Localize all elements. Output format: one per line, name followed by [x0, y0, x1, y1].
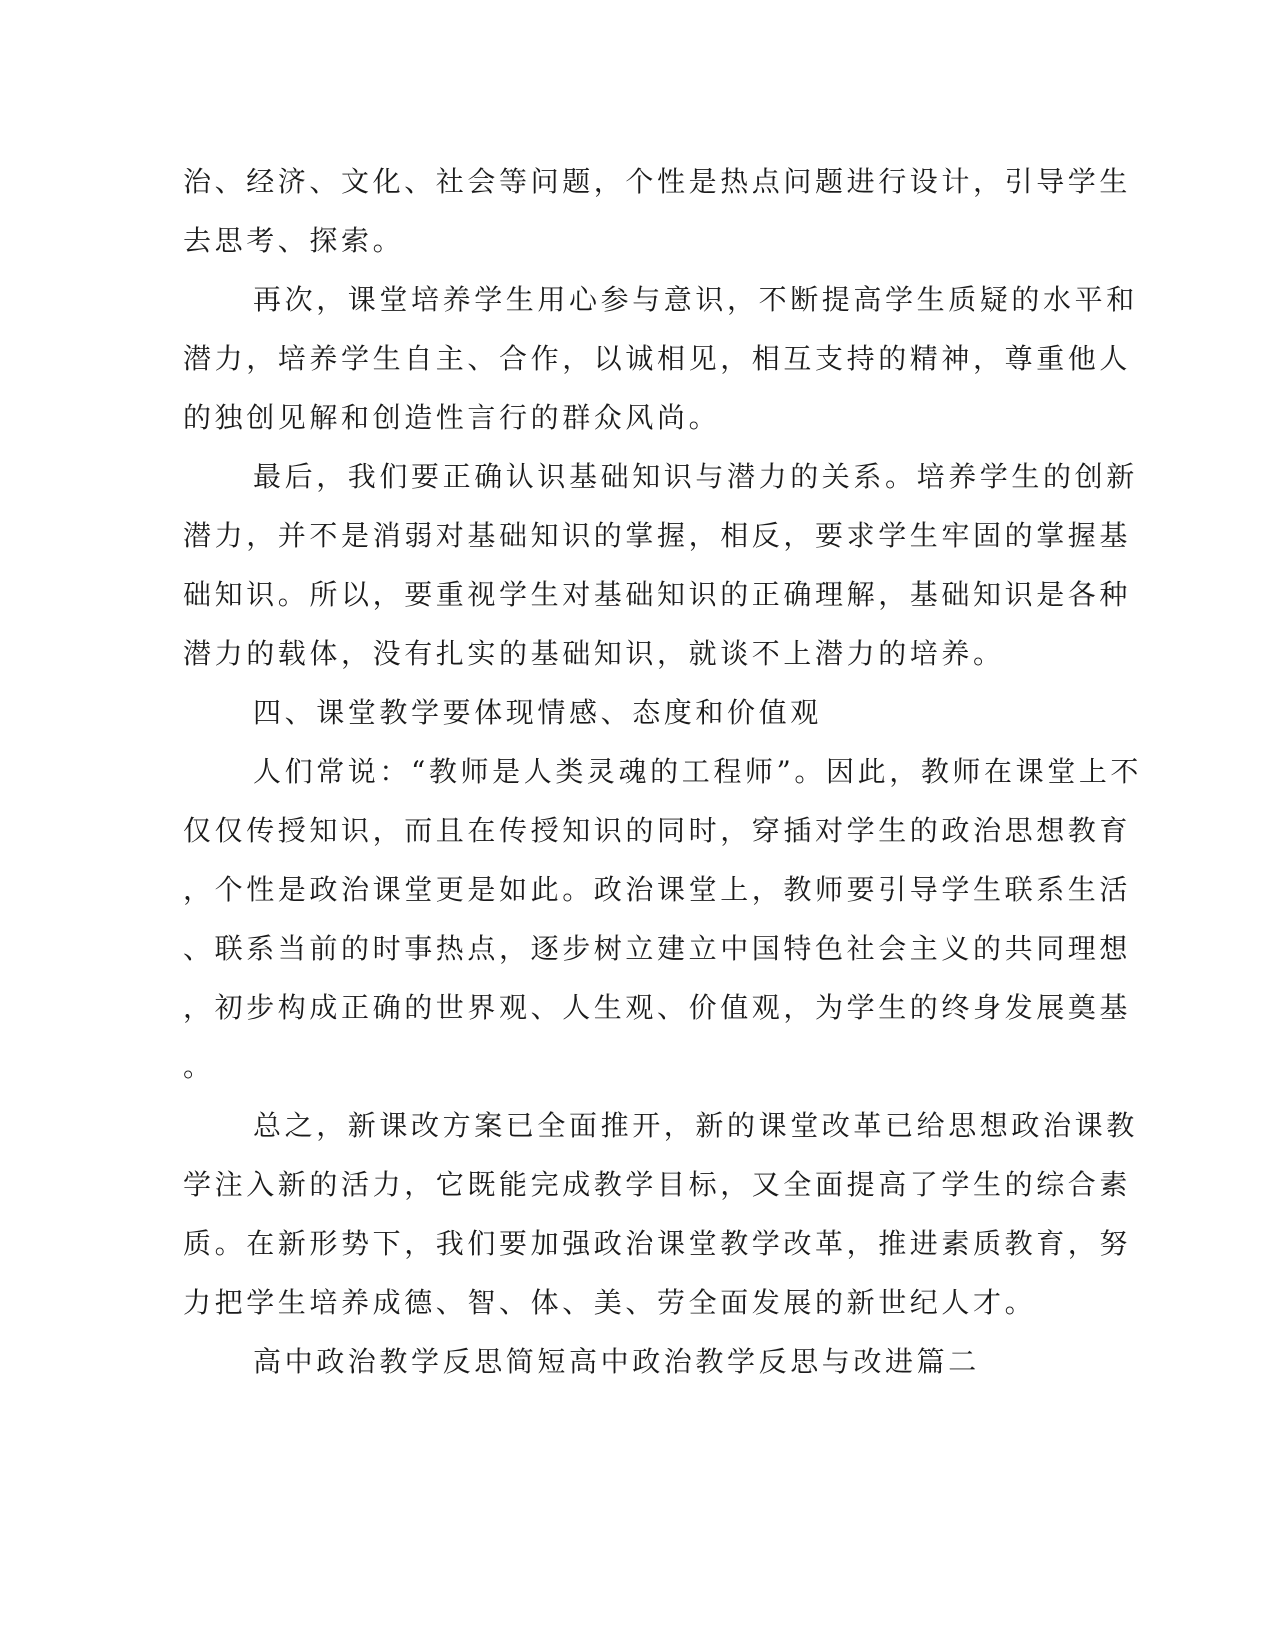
paragraph-start-line: 总之，新课改方案已全面推开，新的课堂改革已给思想政治课教	[253, 1109, 1138, 1142]
text-line: 力把学生培养成德、智、体、美、劳全面发展的新世纪人才。	[183, 1286, 1037, 1319]
text-line: 、联系当前的时事热点，逐步树立建立中国特色社会主义的共同理想	[183, 932, 1132, 965]
section-heading: 四、课堂教学要体现情感、态度和价值观	[253, 696, 822, 729]
text-line: 潜力的载体，没有扎实的基础知识，就谈不上潜力的培养。	[183, 637, 1005, 670]
text-line: 学注入新的活力，它既能完成教学目标，又全面提高了学生的综合素	[183, 1168, 1132, 1201]
text-line: 础知识。所以，要重视学生对基础知识的正确理解，基础知识是各种	[183, 578, 1132, 611]
text-line: 的独创见解和创造性言行的群众风尚。	[183, 401, 721, 434]
paragraph-start-line: 人们常说：“教师是人类灵魂的工程师”。因此，教师在课堂上不	[253, 755, 1143, 788]
text-line: 质。在新形势下，我们要加强政治课堂教学改革，推进素质教育，努	[183, 1227, 1132, 1260]
text-line: 去思考、探索。	[183, 224, 405, 257]
paragraph-start-line: 再次，课堂培养学生用心参与意识，不断提高学生质疑的水平和	[253, 283, 1138, 316]
text-line: 潜力，培养学生自主、合作，以诚相见，相互支持的精神，尊重他人	[183, 342, 1132, 375]
text-line: 潜力，并不是消弱对基础知识的掌握，相反，要求学生牢固的掌握基	[183, 519, 1132, 552]
text-line: ，个性是政治课堂更是如此。政治课堂上，教师要引导学生联系生活	[183, 873, 1132, 906]
paragraph-start-line: 最后，我们要正确认识基础知识与潜力的关系。培养学生的创新	[253, 460, 1138, 493]
text-line: 仅仅传授知识，而且在传授知识的同时，穿插对学生的政治思想教育	[183, 814, 1132, 847]
text-line: ，初步构成正确的世界观、人生观、价值观，为学生的终身发展奠基	[183, 991, 1132, 1024]
text-line: 治、经济、文化、社会等问题，个性是热点问题进行设计，引导学生	[183, 165, 1132, 198]
text-line: 。	[183, 1050, 215, 1083]
article-title-line: 高中政治教学反思简短高中政治教学反思与改进篇二	[253, 1345, 980, 1378]
